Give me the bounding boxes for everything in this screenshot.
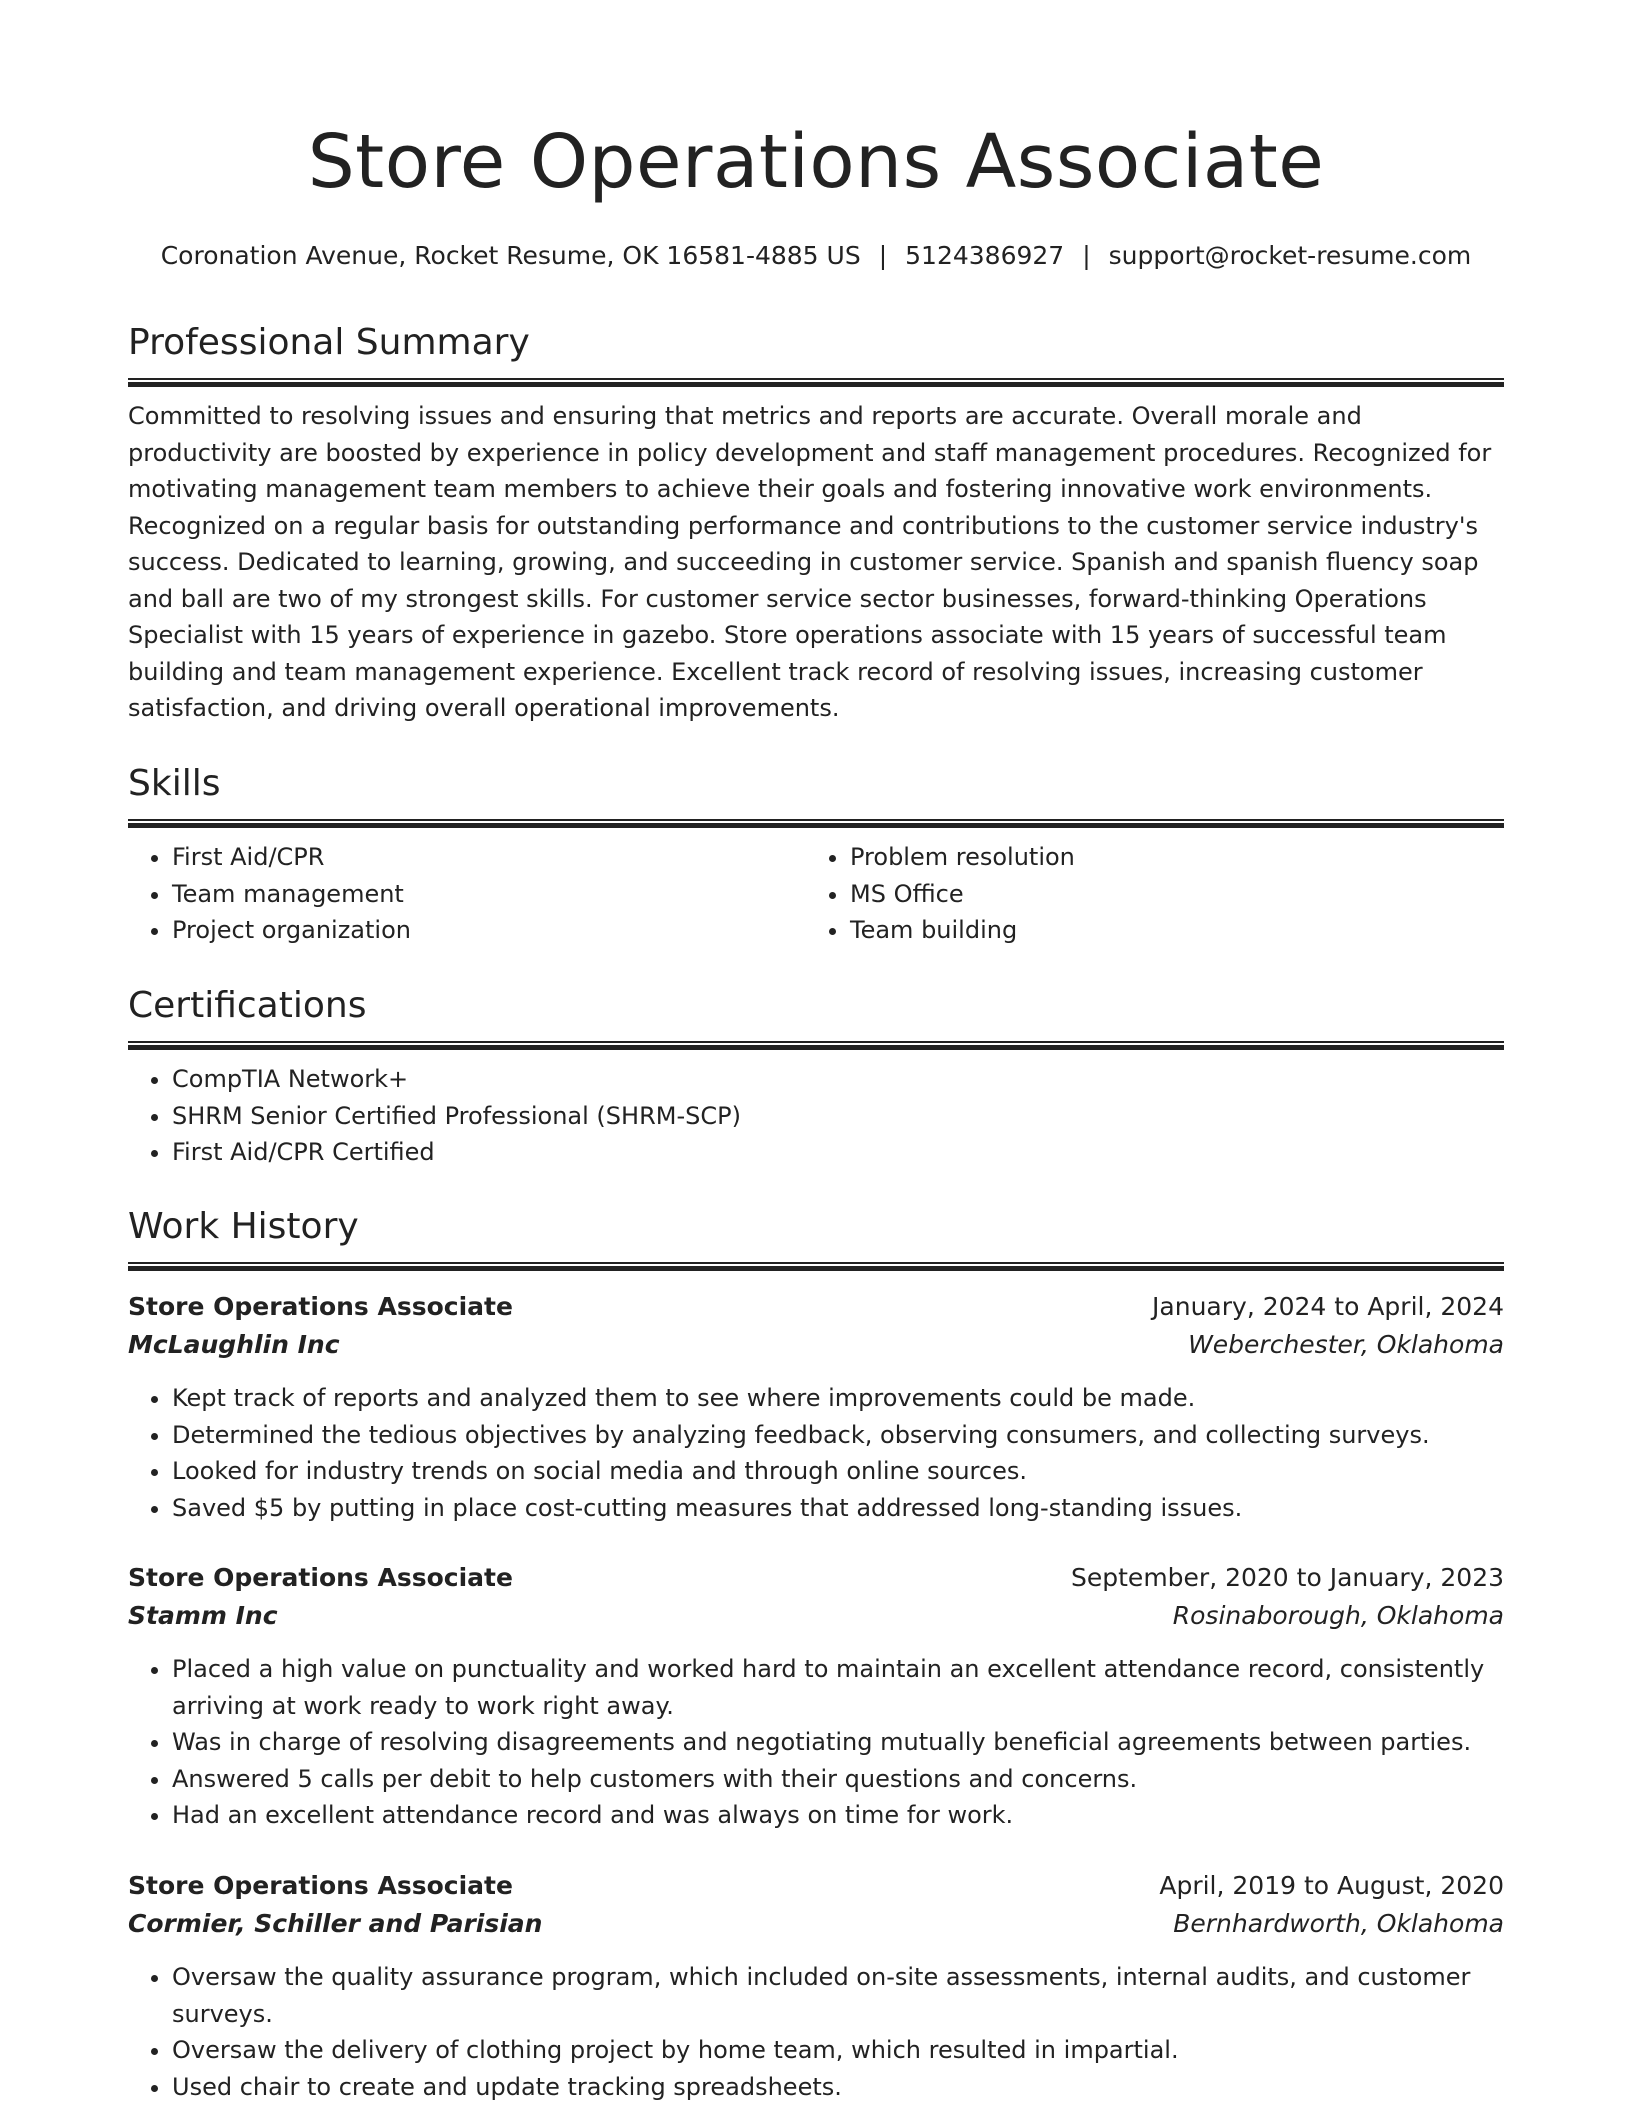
job-bullets (128, 1651, 1504, 1834)
section-divider (128, 819, 1504, 828)
work-history-section (128, 1202, 1504, 1271)
job-bullet: • Oversaw the quality assurance program, which included on-site assessments, internal audits, and customer surveys. (172, 1959, 1504, 2032)
job-subheader-row (128, 1905, 1504, 1943)
job-bullet: • Determined the tedious objectives by analyzing feedback, observing consumers, and collecting surveys. (172, 1417, 1504, 1454)
job-subheader-row (128, 1326, 1504, 1364)
summary-section (128, 318, 1504, 727)
section-divider (128, 1262, 1504, 1271)
skills-title: Skills (128, 763, 221, 804)
job-company: McLaughlin Inc (128, 1330, 340, 1359)
job-bullet: • Kept track of reports and analyzed them to see where improvements could be made. (172, 1380, 1504, 1417)
job-header-row (128, 1867, 1504, 1905)
skills-column-left (128, 839, 806, 949)
job-bullet: • Saved $5 by putting in place cost-cutting measures that addressed long-standing issues. (172, 1490, 1504, 1527)
job-entry (128, 1288, 1504, 1526)
job-title: Store Operations Associate (128, 1563, 513, 1592)
job-entry (128, 1867, 1504, 2105)
skills-column-right (806, 839, 1484, 949)
summary-title: Professional Summary (128, 322, 530, 363)
job-bullet: • Placed a high value on punctuality and worked hard to maintain an excellent attendance record, consistently arriving at work ready to work right away. (172, 1651, 1504, 1724)
work-history-title: Work History (128, 1206, 359, 1247)
job-bullet: • Had an excellent attendance record and was always on time for work. (172, 1797, 1504, 1834)
resume-name: Store Operations Associate (307, 119, 1325, 205)
certification-item: • SHRM Senior Certified Professional (SHRM-SCP) (172, 1098, 1504, 1135)
contact-email: support@rocket-resume.com (1108, 241, 1472, 270)
section-divider (128, 1041, 1504, 1050)
job-title: Store Operations Associate (128, 1292, 513, 1321)
job-company: Cormier, Schiller and Parisian (128, 1909, 543, 1938)
certification-item: • First Aid/CPR Certified (172, 1134, 1504, 1171)
contact-line (128, 238, 1504, 274)
job-location: Weberchester, Oklahoma (1188, 1330, 1504, 1359)
job-dates: April, 2019 to August, 2020 (1159, 1871, 1504, 1900)
job-company: Stamm Inc (128, 1601, 278, 1630)
skill-item: • Project organization (172, 912, 806, 949)
job-bullets (128, 1959, 1504, 2105)
section-divider (128, 378, 1504, 387)
skills-section (128, 759, 1504, 949)
skill-item: • Team management (172, 876, 806, 913)
job-bullets (128, 1380, 1504, 1526)
skills-grid (128, 839, 1504, 949)
job-bullet: • Answered 5 calls per debit to help customers with their questions and concerns. (172, 1761, 1504, 1798)
certifications-title: Certifications (128, 985, 367, 1026)
job-dates: September, 2020 to January, 2023 (1071, 1563, 1504, 1592)
job-bullet: • Used chair to create and update tracking spreadsheets. (172, 2069, 1504, 2106)
contact-address: Coronation Avenue, Rocket Resume, OK 16581-4885 US (160, 241, 861, 270)
skills-list-left (128, 839, 806, 949)
skill-item: • First Aid/CPR (172, 839, 806, 876)
job-location: Rosinaborough, Oklahoma (1172, 1601, 1504, 1630)
certification-item: • CompTIA Network+ (172, 1061, 1504, 1098)
job-entry (128, 1559, 1504, 1834)
job-bullet: • Oversaw the delivery of clothing project by home team, which resulted in impartial. (172, 2032, 1504, 2069)
skill-item: • Problem resolution (850, 839, 1484, 876)
job-location: Bernhardworth, Oklahoma (1173, 1909, 1504, 1938)
contact-separator: | (1082, 241, 1091, 270)
contact-phone: 5124386927 (905, 241, 1065, 270)
job-header-row (128, 1288, 1504, 1326)
certifications-section (128, 981, 1504, 1171)
job-title: Store Operations Associate (128, 1871, 513, 1900)
skills-list-right (806, 839, 1484, 949)
summary-text: Committed to resolving issues and ensuring that metrics and reports are accurate. Overall morale and productivity are boosted by experience in policy development and staff management procedures. Recognized for motivating management team members to achieve their goals and fostering innovative work environments. Recognized on a regular basis for outstanding performance and contributions to the customer service industry's success. Dedicated to learning, growing, and succeeding in customer service. Spanish and spanish fluency soap and ball are two of my strongest skills. For customer service sector businesses, forward-thinking Operations Specialist with 15 years of experience in gazebo. Store operations associate with 15 years of successful team building and team management experience. Excellent track record of resolving issues, increasing customer satisfaction, and driving overall operational improvements. (128, 402, 1492, 722)
job-bullet: • Looked for industry trends on social media and through online sources. (172, 1453, 1504, 1490)
skill-item: • MS Office (850, 876, 1484, 913)
job-dates: January, 2024 to April, 2024 (1152, 1292, 1504, 1321)
skill-item: • Team building (850, 912, 1484, 949)
job-header-row (128, 1559, 1504, 1597)
job-bullet: • Was in charge of resolving disagreements and negotiating mutually beneficial agreements between parties. (172, 1724, 1504, 1761)
contact-separator: | (878, 241, 888, 270)
certifications-list (128, 1061, 1504, 1171)
job-subheader-row (128, 1597, 1504, 1635)
